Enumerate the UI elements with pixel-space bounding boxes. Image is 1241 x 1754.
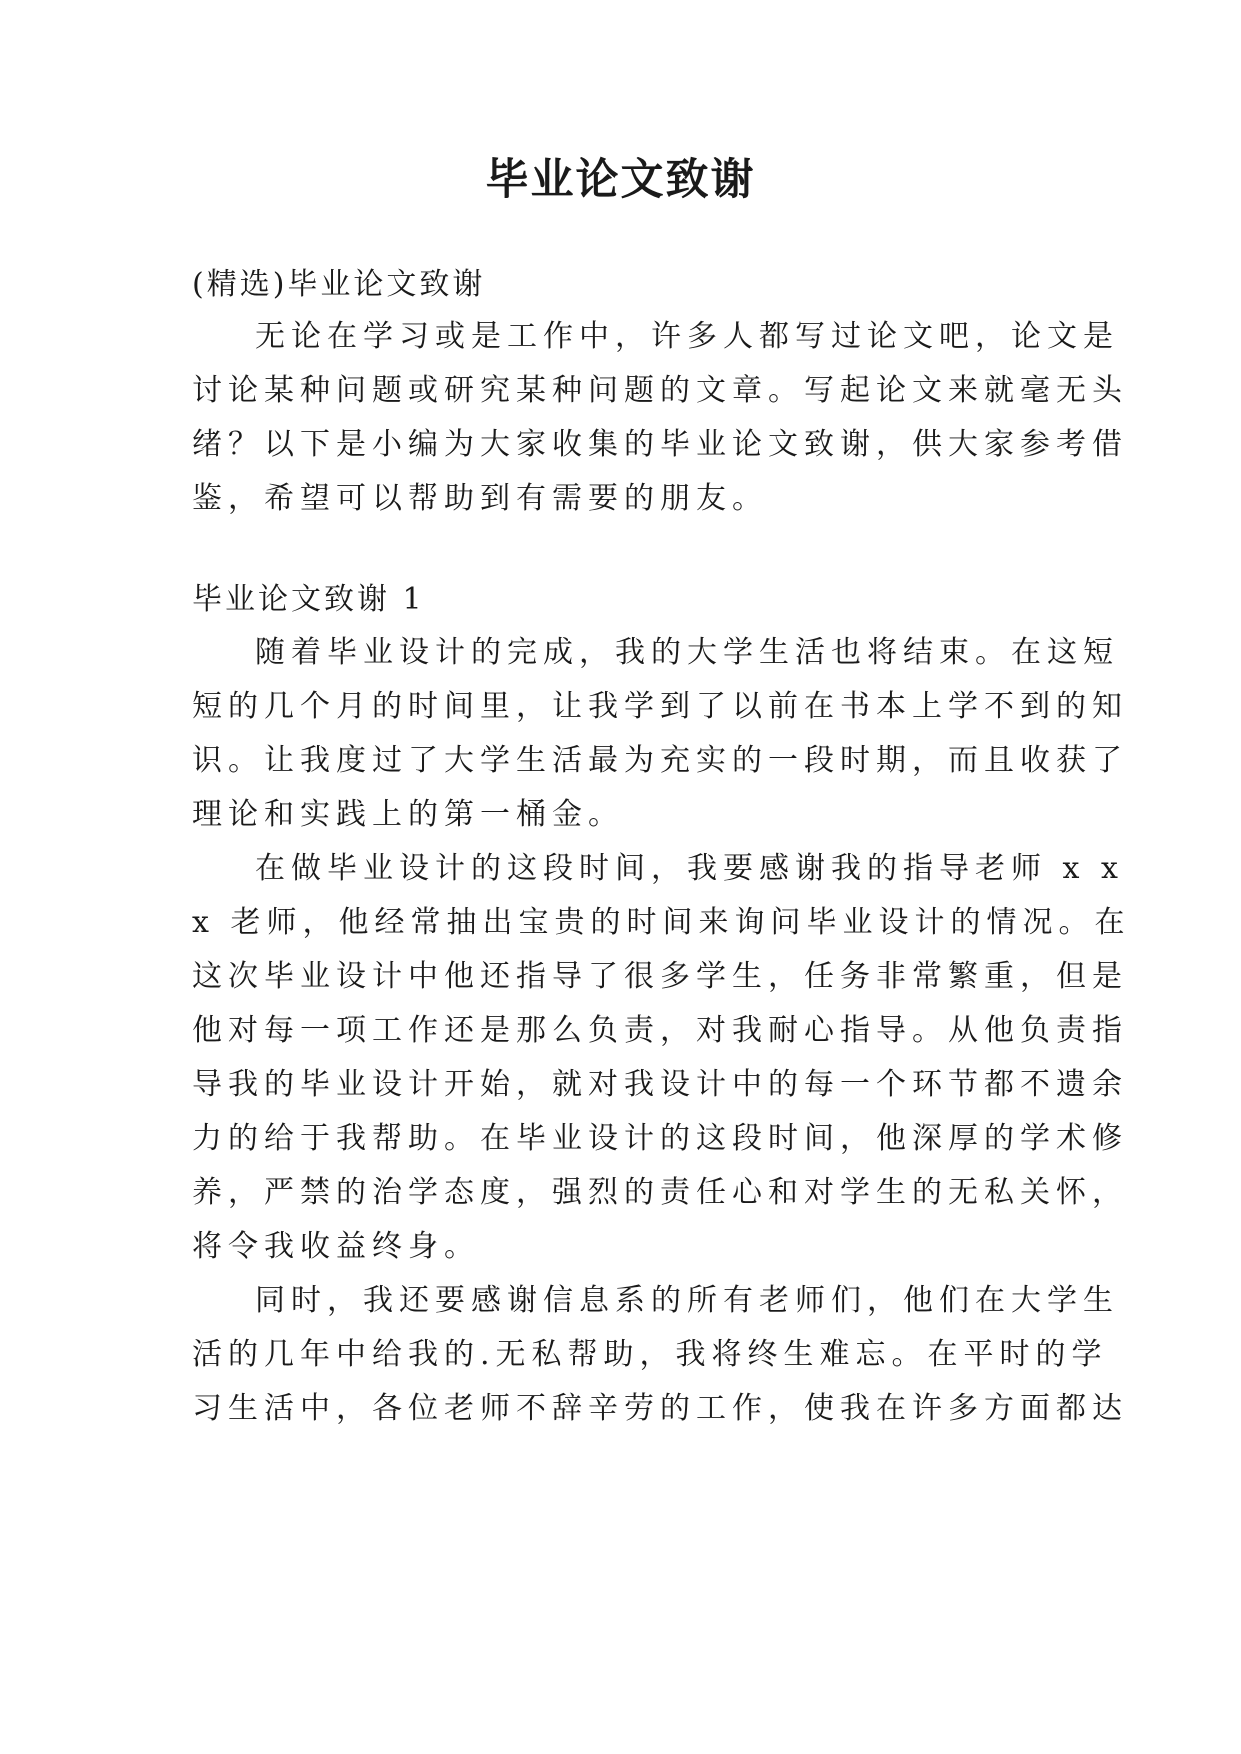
paragraph-line: 他对每一项工作还是那么负责，对我耐心指导。从他负责指 [192, 1013, 1128, 1048]
paragraph-line: 同时，我还要感谢信息系的所有老师们，他们在大学生 [255, 1283, 1119, 1318]
paragraph-line: 将令我收益终身。 [192, 1229, 480, 1264]
paragraph-line: 这次毕业设计中他还指导了很多学生，任务非常繁重，但是 [192, 959, 1128, 994]
paragraph-line: 无论在学习或是工作中，许多人都写过论文吧，论文是 [255, 319, 1119, 354]
document-title: 毕业论文致谢 [485, 155, 756, 205]
paragraph-line: 讨论某种问题或研究某种问题的文章。写起论文来就毫无头 [192, 373, 1128, 408]
paragraph-line: 习生活中，各位老师不辞辛劳的工作，使我在许多方面都达 [192, 1391, 1128, 1426]
document-subtitle: (精选)毕业论文致谢 [192, 267, 486, 302]
paragraph-line: x 老师，他经常抽出宝贵的时间来询问毕业设计的情况。在 [192, 905, 1131, 940]
paragraph-line: 力的给于我帮助。在毕业设计的这段时间，他深厚的学术修 [192, 1121, 1128, 1156]
section-heading: 毕业论文致谢 1 [192, 582, 425, 617]
paragraph-line: 养，严禁的治学态度，强烈的责任心和对学生的无私关怀， [192, 1175, 1128, 1210]
paragraph-line: 识。让我度过了大学生活最为充实的一段时期，而且收获了 [192, 743, 1128, 778]
paragraph-line: 短的几个月的时间里，让我学到了以前在书本上学不到的知 [192, 689, 1128, 724]
paragraph-line: 鉴，希望可以帮助到有需要的朋友。 [192, 481, 768, 516]
paragraph-line: 理论和实践上的第一桶金。 [192, 797, 624, 832]
paragraph-line: 随着毕业设计的完成，我的大学生活也将结束。在这短 [255, 635, 1119, 670]
paragraph-line: 导我的毕业设计开始，就对我设计中的每一个环节都不遗余 [192, 1067, 1128, 1102]
paragraph-line: 绪？以下是小编为大家收集的毕业论文致谢，供大家参考借 [192, 427, 1128, 462]
paragraph-line: 活的几年中给我的.无私帮助，我将终生难忘。在平时的学 [192, 1337, 1108, 1372]
paragraph-line: 在做毕业设计的这段时间，我要感谢我的指导老师 x x [255, 851, 1124, 886]
